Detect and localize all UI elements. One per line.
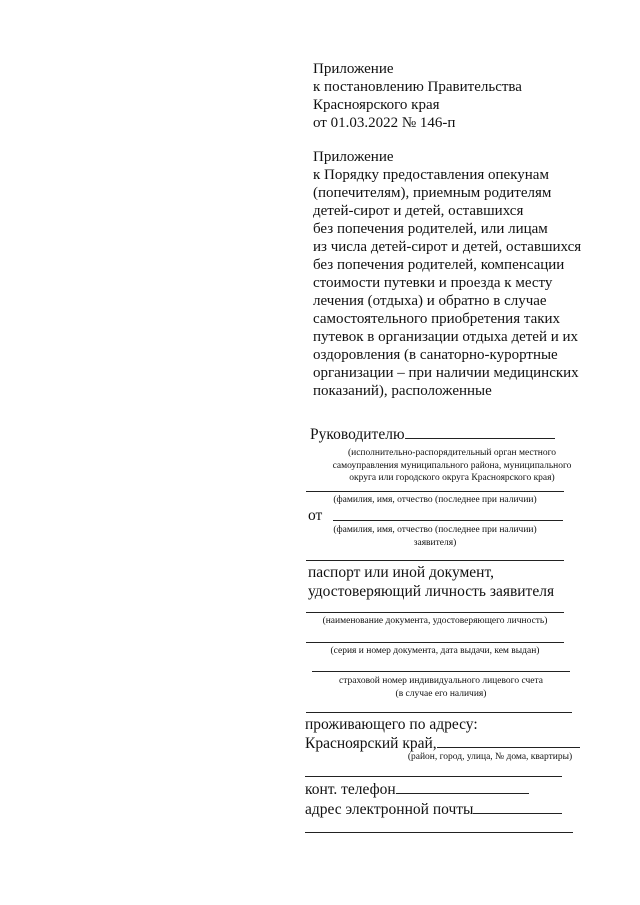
passport-label-line: паспорт или иной документ, xyxy=(308,564,494,581)
head-note xyxy=(312,447,592,485)
header2-line: оздоровления (в санаторно-курортные xyxy=(313,347,558,363)
email-row xyxy=(305,800,562,819)
address-continued-field[interactable] xyxy=(305,776,562,777)
note-line: округа или городского округа Красноярского края) xyxy=(349,473,555,483)
from-label: от xyxy=(308,507,323,524)
header2-line: путевок в организации отдыха детей и их xyxy=(313,329,579,345)
appendix-header-1 xyxy=(313,60,593,132)
header2-line: показаний), расположенные xyxy=(313,383,492,399)
resolution-line: к постановлению Правительства xyxy=(313,79,522,95)
snils-field[interactable] xyxy=(312,671,570,672)
header2-line: без попечения родителей, или лицам xyxy=(313,221,548,237)
note-line: (фамилия, имя, отчество (последнее при наличии) xyxy=(333,525,537,535)
header2-line: лечения (отдыха) и обратно в случае xyxy=(313,293,547,309)
applicant-name-continued-field[interactable] xyxy=(306,560,564,561)
header2-line: Приложение xyxy=(313,149,394,165)
email-continued-field[interactable] xyxy=(305,832,573,833)
note-line: (в случае его наличия) xyxy=(395,688,487,699)
header2-line: к Порядку предоставления опекунам xyxy=(313,167,549,183)
header2-line: организации – при наличии медицинских xyxy=(313,365,579,381)
note-line: заявителя) xyxy=(413,537,457,548)
appendix-label: Приложение xyxy=(313,61,394,77)
header2-line: из числа детей-сирот и детей, оставшихся xyxy=(313,239,582,255)
email-field[interactable] xyxy=(473,812,562,814)
header2-line: стоимости путевки и проезда к месту xyxy=(313,275,553,291)
region-line: Красноярского края xyxy=(313,97,440,113)
applicant-name-note xyxy=(306,524,564,549)
phone-field[interactable] xyxy=(396,792,529,794)
header2-line: без попечения родителей, компенсации xyxy=(313,257,565,273)
head-field[interactable] xyxy=(405,437,555,439)
header2-line: самостоятельного приобретения таких xyxy=(313,311,561,327)
phone-label: конт. телефон xyxy=(305,781,396,798)
snils-continued-field[interactable] xyxy=(306,712,572,713)
note-line: (исполнительно-распорядительный орган местного xyxy=(347,448,557,458)
head-name-field[interactable] xyxy=(306,491,564,492)
note-line: самоуправления муниципального района, муниципального xyxy=(332,460,572,471)
header2-line: (попечителям), приемным родителям xyxy=(313,185,552,201)
applicant-name-field[interactable] xyxy=(333,520,563,521)
passport-label-line: удостоверяющий личность заявителя xyxy=(308,583,555,600)
head-label: Руководителю xyxy=(310,426,405,443)
document-series-field[interactable] xyxy=(306,642,564,643)
date-number-line: от 01.03.2022 № 146-п xyxy=(313,115,456,131)
address-label: проживающего по адресу: xyxy=(305,716,478,733)
document-name-note: (наименование документа, удостоверяющего личность) xyxy=(322,616,548,626)
address-note: (район, город, улица, № дома, квартиры) xyxy=(407,752,573,762)
head-name-note: (фамилия, имя, отчество (последнее при наличии) xyxy=(333,495,537,505)
recipient-row xyxy=(310,425,555,444)
snils-note xyxy=(312,675,570,700)
address-field[interactable] xyxy=(437,746,580,748)
passport-label xyxy=(308,563,554,601)
header2-line: детей-сирот и детей, оставшихся xyxy=(313,203,524,219)
document-name-field[interactable] xyxy=(306,612,564,613)
email-label: адрес электронной почты xyxy=(305,801,474,818)
document-series-note: (серия и номер документа, дата выдачи, кем выдан) xyxy=(330,646,540,656)
appendix-header-2 xyxy=(313,148,593,400)
region-label: Красноярский край, xyxy=(305,735,437,752)
note-line: страховой номер индивидуального лицевого счета xyxy=(339,676,543,686)
phone-row xyxy=(305,780,529,799)
